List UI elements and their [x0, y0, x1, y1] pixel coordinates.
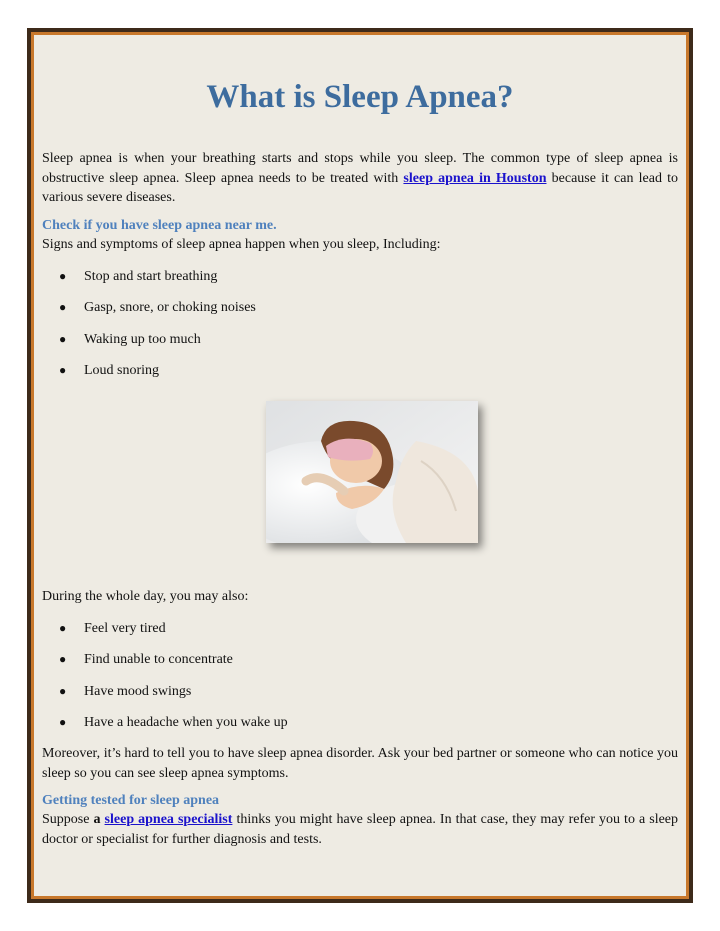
bullet-icon: ●: [59, 269, 67, 283]
sleeping-woman-photo: [266, 401, 478, 543]
list-item-text: Stop and start breathing: [84, 269, 218, 284]
list-item: [34, 682, 686, 713]
houston-link[interactable]: sleep apnea in Houston: [403, 170, 547, 186]
bullet-icon: ●: [59, 621, 67, 635]
testing-text-after: thinks you might have sleep apnea. In that case, they may refer you to a sleep doctor or specialist for further diagnosis and tests.: [42, 812, 679, 847]
list-item-text: Feel very tired: [84, 621, 166, 636]
list-item-text: Waking up too much: [84, 331, 201, 347]
testing-text-bold: a: [93, 812, 101, 827]
document-page: [34, 35, 686, 896]
moreover-paragraph: Moreover, it’s hard to tell you to have sleep apnea disorder. Ask your bed partner or someone who can notice you sleep so you can see sleep apnea symptoms.: [42, 746, 678, 781]
intro-text-after: because it can lead to various severe diseases.: [42, 170, 679, 205]
specialist-link[interactable]: sleep apnea specialist: [104, 812, 233, 827]
list-item-text: Have mood swings: [84, 683, 192, 699]
intro-text-before: Sleep apnea is when your breathing starts and stops while you sleep. The common type of sleep apnea is obstructive sleep apnea. Sleep apnea needs to be treated with: [42, 151, 678, 186]
daytime-symptoms-list: [34, 619, 686, 744]
bullet-icon: ●: [59, 331, 67, 346]
daytime-lead: During the whole day, you may also:: [42, 589, 249, 604]
bullet-icon: ●: [59, 652, 67, 667]
bullet-icon: ●: [59, 362, 67, 377]
list-item-text: Loud snoring: [84, 362, 160, 378]
symptoms-lead: Signs and symptoms of sleep apnea happen when you sleep, Including:: [42, 237, 441, 252]
list-item-text: Find unable to concentrate: [84, 652, 233, 668]
list-item: [34, 713, 686, 744]
testing-text-before: Suppose: [42, 812, 94, 827]
page-title: What is Sleep Apnea?: [206, 79, 514, 115]
bullet-icon: ●: [59, 714, 67, 729]
bullet-icon: ●: [59, 683, 67, 698]
page-border: [27, 28, 693, 903]
section-heading-testing: Getting tested for sleep apnea: [42, 793, 220, 808]
sleep-symptoms-list: [34, 267, 686, 392]
list-item-text: Have a headache when you wake up: [84, 714, 288, 730]
list-item: [34, 619, 686, 650]
intro-paragraph: [42, 149, 678, 208]
list-item: [34, 330, 686, 361]
sleeping-woman-illustration: [266, 401, 478, 543]
list-item-text: Gasp, snore, or choking noises: [84, 300, 256, 316]
list-item: [34, 361, 686, 392]
list-item: [34, 298, 686, 329]
list-item: [34, 650, 686, 681]
page-border-inner: [31, 32, 689, 899]
section-heading-check: Check if you have sleep apnea near me.: [42, 218, 277, 233]
testing-paragraph: [42, 810, 678, 849]
list-item: [34, 267, 686, 298]
bullet-icon: ●: [59, 300, 67, 315]
